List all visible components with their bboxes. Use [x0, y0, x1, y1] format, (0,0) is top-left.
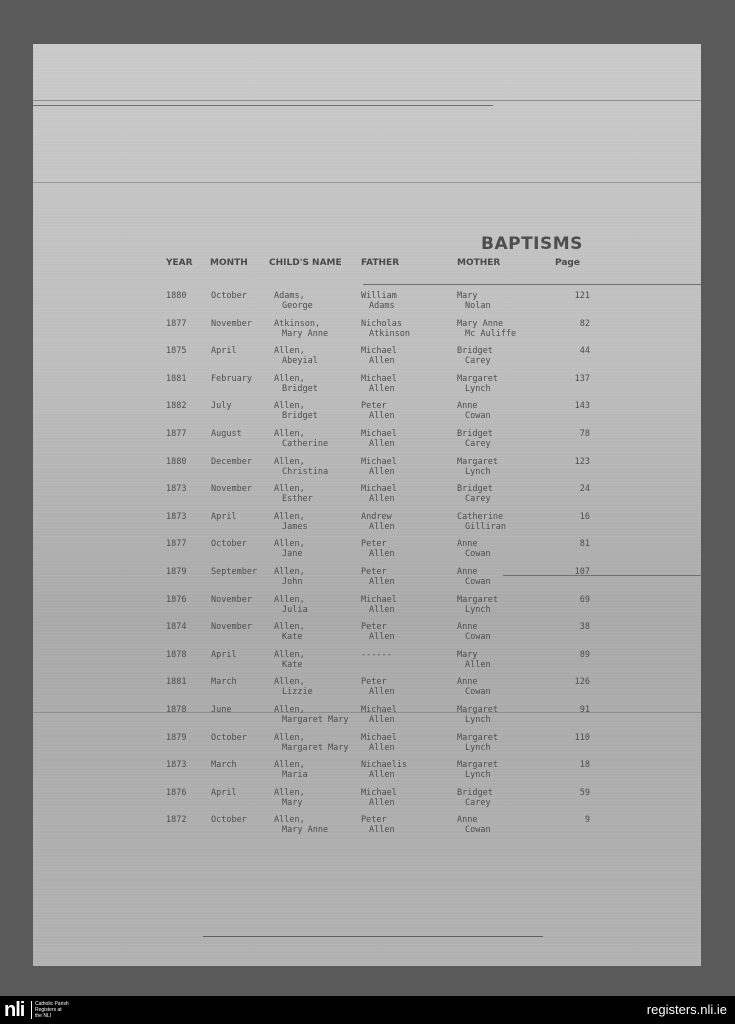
- mother-cell-line: Mc Auliffe: [465, 329, 517, 339]
- logo-caption-line: Catholic Parish: [35, 1001, 69, 1007]
- table-row: [33, 539, 701, 565]
- child-name-cell: [274, 595, 308, 615]
- month-cell: August: [211, 429, 242, 439]
- mother-cell-line: Mary: [457, 650, 478, 660]
- father-cell-line: Michael: [361, 429, 397, 439]
- month-cell: November: [211, 622, 252, 632]
- child-name-cell-line: Margaret Mary: [282, 743, 349, 753]
- father-cell: [361, 484, 397, 504]
- father-cell: [361, 815, 395, 835]
- child-name-cell: [274, 429, 328, 449]
- father-cell-line: Peter: [361, 567, 387, 577]
- child-name-cell-line: Bridget: [282, 384, 318, 394]
- mother-cell-line: Bridget: [457, 484, 493, 494]
- child-name-cell: [274, 815, 328, 835]
- father-cell-line: Nicholas: [361, 319, 402, 329]
- child-name-cell: [274, 457, 328, 477]
- year-cell: 1872: [166, 815, 187, 825]
- mother-cell: [457, 733, 498, 753]
- child-name-cell: [274, 539, 305, 559]
- mother-cell-line: Cowan: [465, 549, 491, 559]
- year-cell: 1880: [166, 457, 187, 467]
- child-name-cell-line: James: [282, 522, 308, 532]
- child-name-cell-line: Allen,: [274, 622, 305, 632]
- mother-cell-line: Margaret: [457, 733, 498, 743]
- mother-cell-line: Carey: [465, 494, 491, 504]
- child-name-cell-line: Allen,: [274, 401, 305, 411]
- mother-cell: [457, 374, 498, 394]
- father-cell: [361, 374, 397, 394]
- father-cell-line: Allen: [369, 605, 395, 615]
- mother-cell: [457, 815, 491, 835]
- year-cell: 1876: [166, 595, 187, 605]
- child-name-cell: [274, 705, 349, 725]
- father-cell-line: Peter: [361, 539, 387, 549]
- month-cell: March: [211, 760, 237, 770]
- father-cell: [361, 677, 395, 697]
- year-cell: 1877: [166, 539, 187, 549]
- father-cell-line: Allen: [369, 439, 395, 449]
- child-name-cell: [274, 650, 305, 670]
- header-child-name: CHILD'S NAME: [269, 258, 342, 268]
- mother-cell-line: Carey: [465, 798, 491, 808]
- father-cell-line: Allen: [369, 522, 395, 532]
- month-cell: April: [211, 512, 237, 522]
- child-name-cell-line: Allen,: [274, 429, 305, 439]
- mother-cell-line: Anne: [457, 677, 478, 687]
- father-cell: [361, 788, 397, 808]
- mother-cell-line: Cowan: [465, 825, 491, 835]
- mother-cell-line: Catherine: [457, 512, 504, 522]
- mother-cell-line: Cowan: [465, 577, 491, 587]
- father-cell-line: Andrew: [361, 512, 392, 522]
- father-cell: [361, 622, 395, 642]
- father-cell: [361, 705, 397, 725]
- mother-cell-line: Margaret: [457, 457, 498, 467]
- father-cell: [361, 346, 397, 366]
- year-cell: 1875: [166, 346, 187, 356]
- table-row: [33, 401, 701, 427]
- mother-cell-line: Anne: [457, 401, 478, 411]
- mother-cell: [457, 457, 498, 477]
- table-row: [33, 733, 701, 759]
- logo-caption-line: the NLI: [35, 1013, 52, 1019]
- footer-bar: [0, 996, 735, 1024]
- child-name-cell: [274, 788, 305, 808]
- table-row: [33, 319, 701, 345]
- mother-cell: [457, 319, 516, 339]
- child-name-cell: [274, 512, 308, 532]
- father-cell-line: Michael: [361, 705, 397, 715]
- header-month: MONTH: [210, 258, 248, 268]
- page-cell: 110: [574, 733, 590, 743]
- table-row: [33, 650, 701, 676]
- child-name-cell-line: Allen,: [274, 650, 305, 660]
- year-cell: 1876: [166, 788, 187, 798]
- page-cell: 18: [579, 760, 590, 770]
- child-name-cell: [274, 733, 349, 753]
- child-name-cell: [274, 567, 305, 587]
- father-cell-line: Atkinson: [369, 329, 410, 339]
- logo-divider: [31, 1001, 32, 1019]
- page-cell: 16: [579, 512, 590, 522]
- mother-cell-line: Mary Anne: [457, 319, 504, 329]
- scan-line: [33, 105, 493, 106]
- father-cell: [361, 650, 392, 660]
- mother-cell-line: Margaret: [457, 760, 498, 770]
- year-cell: 1880: [166, 291, 187, 301]
- page-cell: 143: [574, 401, 590, 411]
- mother-cell: [457, 401, 491, 421]
- scan-line: [33, 182, 701, 183]
- father-cell-line: Allen: [369, 494, 395, 504]
- mother-cell-line: Carey: [465, 356, 491, 366]
- child-name-cell-line: Allen,: [274, 815, 305, 825]
- father-cell-line: Allen: [369, 467, 395, 477]
- site-url[interactable]: registers.nli.ie: [646, 1002, 727, 1017]
- father-cell-line: Allen: [369, 356, 395, 366]
- page-cell: 81: [579, 539, 590, 549]
- father-cell-line: Allen: [369, 743, 395, 753]
- mother-cell-line: Nolan: [465, 301, 491, 311]
- child-name-cell-line: Atkinson,: [274, 319, 321, 329]
- month-cell: November: [211, 484, 252, 494]
- father-cell-line: Allen: [369, 770, 395, 780]
- mother-cell-line: Margaret: [457, 595, 498, 605]
- mother-cell-line: Anne: [457, 622, 478, 632]
- page-cell: 91: [579, 705, 590, 715]
- mother-cell: [457, 567, 491, 587]
- page-cell: 69: [579, 595, 590, 605]
- year-cell: 1877: [166, 429, 187, 439]
- mother-cell-line: Gilliran: [465, 522, 506, 532]
- mother-cell-line: Lynch: [465, 384, 491, 394]
- scan-line: [363, 284, 701, 285]
- table-row: [33, 567, 701, 593]
- page-cell: 121: [574, 291, 590, 301]
- table-row: [33, 788, 701, 814]
- child-name-cell: [274, 291, 313, 311]
- child-name-cell-line: Mary: [282, 798, 303, 808]
- father-cell-line: Allen: [369, 798, 395, 808]
- child-name-cell-line: Kate: [282, 660, 303, 670]
- mother-cell: [457, 595, 498, 615]
- child-name-cell-line: Adams,: [274, 291, 305, 301]
- father-cell: [361, 512, 395, 532]
- mother-cell-line: Lynch: [465, 770, 491, 780]
- table-row: [33, 705, 701, 731]
- page-cell: 38: [579, 622, 590, 632]
- father-cell-line: Allen: [369, 715, 395, 725]
- child-name-cell: [274, 374, 318, 394]
- child-name-cell-line: Catherine: [282, 439, 329, 449]
- page-title: BAPTISMS: [481, 234, 583, 254]
- child-name-cell-line: Allen,: [274, 539, 305, 549]
- mother-cell: [457, 650, 491, 670]
- father-cell: [361, 733, 397, 753]
- month-cell: April: [211, 788, 237, 798]
- month-cell: October: [211, 539, 247, 549]
- month-cell: March: [211, 677, 237, 687]
- mother-cell-line: Anne: [457, 539, 478, 549]
- mother-cell: [457, 677, 491, 697]
- month-cell: October: [211, 291, 247, 301]
- child-name-cell-line: Jane: [282, 549, 303, 559]
- child-name-cell: [274, 401, 318, 421]
- mother-cell: [457, 760, 498, 780]
- child-name-cell: [274, 677, 313, 697]
- father-cell: [361, 429, 397, 449]
- month-cell: April: [211, 346, 237, 356]
- table-row: [33, 512, 701, 538]
- mother-cell-line: Bridget: [457, 429, 493, 439]
- father-cell: [361, 319, 410, 339]
- father-cell: [361, 539, 395, 559]
- table-row: [33, 346, 701, 372]
- father-cell-line: Allen: [369, 411, 395, 421]
- year-cell: 1879: [166, 567, 187, 577]
- year-cell: 1877: [166, 319, 187, 329]
- mother-cell-line: Lynch: [465, 715, 491, 725]
- child-name-cell-line: Allen,: [274, 374, 305, 384]
- year-cell: 1882: [166, 401, 187, 411]
- child-name-cell-line: Kate: [282, 632, 303, 642]
- table-row: [33, 595, 701, 621]
- child-name-cell-line: Allen,: [274, 567, 305, 577]
- month-cell: October: [211, 815, 247, 825]
- child-name-cell-line: Allen,: [274, 346, 305, 356]
- year-cell: 1874: [166, 622, 187, 632]
- mother-cell: [457, 291, 491, 311]
- page-cell: 107: [574, 567, 590, 577]
- child-name-cell-line: Mary Anne: [282, 329, 329, 339]
- father-cell-line: Adams: [369, 301, 395, 311]
- year-cell: 1878: [166, 650, 187, 660]
- header-mother: MOTHER: [457, 258, 501, 268]
- child-name-cell-line: Allen,: [274, 484, 305, 494]
- mother-cell-line: Lynch: [465, 605, 491, 615]
- month-cell: June: [211, 705, 232, 715]
- child-name-cell-line: Mary Anne: [282, 825, 329, 835]
- mother-cell: [457, 346, 493, 366]
- table-row: [33, 622, 701, 648]
- page-cell: 126: [574, 677, 590, 687]
- father-cell-line: Michael: [361, 346, 397, 356]
- month-cell: February: [211, 374, 252, 384]
- year-cell: 1878: [166, 705, 187, 715]
- father-cell-line: Allen: [369, 687, 395, 697]
- table-row: [33, 291, 701, 317]
- child-name-cell-line: Allen,: [274, 705, 305, 715]
- father-cell-line: Allen: [369, 384, 395, 394]
- year-cell: 1881: [166, 677, 187, 687]
- mother-cell: [457, 539, 491, 559]
- mother-cell-line: Margaret: [457, 374, 498, 384]
- header-year: YEAR: [166, 258, 193, 268]
- year-cell: 1873: [166, 484, 187, 494]
- mother-cell: [457, 429, 493, 449]
- year-cell: 1873: [166, 512, 187, 522]
- page-cell: 9: [584, 815, 590, 825]
- nli-logo: nli: [4, 999, 25, 1021]
- mother-cell-line: Margaret: [457, 705, 498, 715]
- month-cell: July: [211, 401, 232, 411]
- child-name-cell-line: Allen,: [274, 733, 305, 743]
- father-cell-line: Allen: [369, 549, 395, 559]
- table-row: [33, 484, 701, 510]
- child-name-cell-line: Esther: [282, 494, 313, 504]
- mother-cell-line: Lynch: [465, 743, 491, 753]
- month-cell: November: [211, 595, 252, 605]
- child-name-cell-line: Margaret Mary: [282, 715, 349, 725]
- child-name-cell: [274, 484, 313, 504]
- page-cell: 123: [574, 457, 590, 467]
- father-cell: [361, 760, 407, 780]
- father-cell: [361, 291, 397, 311]
- page-cell: 89: [579, 650, 590, 660]
- child-name-cell-line: Lizzie: [282, 687, 313, 697]
- table-row: [33, 457, 701, 483]
- child-name-cell-line: Allen,: [274, 457, 305, 467]
- mother-cell-line: Anne: [457, 815, 478, 825]
- mother-cell: [457, 622, 491, 642]
- mother-cell-line: Cowan: [465, 411, 491, 421]
- child-name-cell: [274, 622, 305, 642]
- header-father: FATHER: [361, 258, 400, 268]
- child-name-cell-line: Christina: [282, 467, 329, 477]
- table-row: [33, 815, 701, 841]
- mother-cell-line: Anne: [457, 567, 478, 577]
- mother-cell: [457, 788, 493, 808]
- table-row: [33, 374, 701, 400]
- child-name-cell-line: Abeyial: [282, 356, 318, 366]
- child-name-cell: [274, 760, 308, 780]
- child-name-cell-line: Allen,: [274, 512, 305, 522]
- logo-caption-line: Registers at: [35, 1007, 62, 1013]
- page-cell: 82: [579, 319, 590, 329]
- child-name-cell: [274, 319, 328, 339]
- register-page: [33, 44, 701, 966]
- child-name-cell: [274, 346, 318, 366]
- father-cell-line: Michael: [361, 788, 397, 798]
- year-cell: 1873: [166, 760, 187, 770]
- father-cell: [361, 567, 395, 587]
- month-cell: December: [211, 457, 252, 467]
- month-cell: April: [211, 650, 237, 660]
- father-cell: [361, 595, 397, 615]
- mother-cell-line: Mary: [457, 291, 478, 301]
- father-cell-line: Allen: [369, 577, 395, 587]
- year-cell: 1881: [166, 374, 187, 384]
- page-cell: 59: [579, 788, 590, 798]
- child-name-cell-line: Allen,: [274, 677, 305, 687]
- mother-cell: [457, 705, 498, 725]
- header-page: Page: [555, 258, 580, 268]
- father-cell-line: William: [361, 291, 397, 301]
- mother-cell-line: Lynch: [465, 467, 491, 477]
- mother-cell: [457, 512, 506, 532]
- month-cell: October: [211, 733, 247, 743]
- scan-line: [33, 100, 701, 101]
- mother-cell-line: Carey: [465, 439, 491, 449]
- mother-cell-line: Cowan: [465, 687, 491, 697]
- mother-cell-line: Cowan: [465, 632, 491, 642]
- child-name-cell-line: Bridget: [282, 411, 318, 421]
- mother-cell-line: Bridget: [457, 788, 493, 798]
- father-cell: [361, 401, 395, 421]
- table-row: [33, 760, 701, 786]
- child-name-cell-line: Allen,: [274, 760, 305, 770]
- child-name-cell-line: John: [282, 577, 303, 587]
- father-cell-line: Michael: [361, 374, 397, 384]
- child-name-cell-line: Julia: [282, 605, 308, 615]
- father-cell-line: Peter: [361, 401, 387, 411]
- logo-caption: [35, 1001, 95, 1019]
- mother-cell: [457, 484, 493, 504]
- page-cell: 44: [579, 346, 590, 356]
- father-cell-line: Peter: [361, 677, 387, 687]
- father-cell-line: Peter: [361, 815, 387, 825]
- child-name-cell-line: Maria: [282, 770, 308, 780]
- father-cell-line: Allen: [369, 632, 395, 642]
- year-cell: 1879: [166, 733, 187, 743]
- child-name-cell-line: Allen,: [274, 788, 305, 798]
- page-cell: 24: [579, 484, 590, 494]
- page-cell: 78: [579, 429, 590, 439]
- father-cell-line: Nichaelis: [361, 760, 408, 770]
- mother-cell-line: Bridget: [457, 346, 493, 356]
- father-cell-line: Peter: [361, 622, 387, 632]
- father-cell-line: ------: [361, 650, 392, 660]
- month-cell: September: [211, 567, 258, 577]
- mother-cell-line: Allen: [465, 660, 491, 670]
- month-cell: November: [211, 319, 252, 329]
- father-cell-line: Michael: [361, 484, 397, 494]
- father-cell-line: Allen: [369, 825, 395, 835]
- father-cell: [361, 457, 397, 477]
- child-name-cell-line: Allen,: [274, 595, 305, 605]
- father-cell-line: Michael: [361, 733, 397, 743]
- father-cell-line: Michael: [361, 457, 397, 467]
- table-row: [33, 429, 701, 455]
- father-cell-line: Michael: [361, 595, 397, 605]
- child-name-cell-line: George: [282, 301, 313, 311]
- page-cell: 137: [574, 374, 590, 384]
- scan-line: [203, 936, 543, 937]
- table-row: [33, 677, 701, 703]
